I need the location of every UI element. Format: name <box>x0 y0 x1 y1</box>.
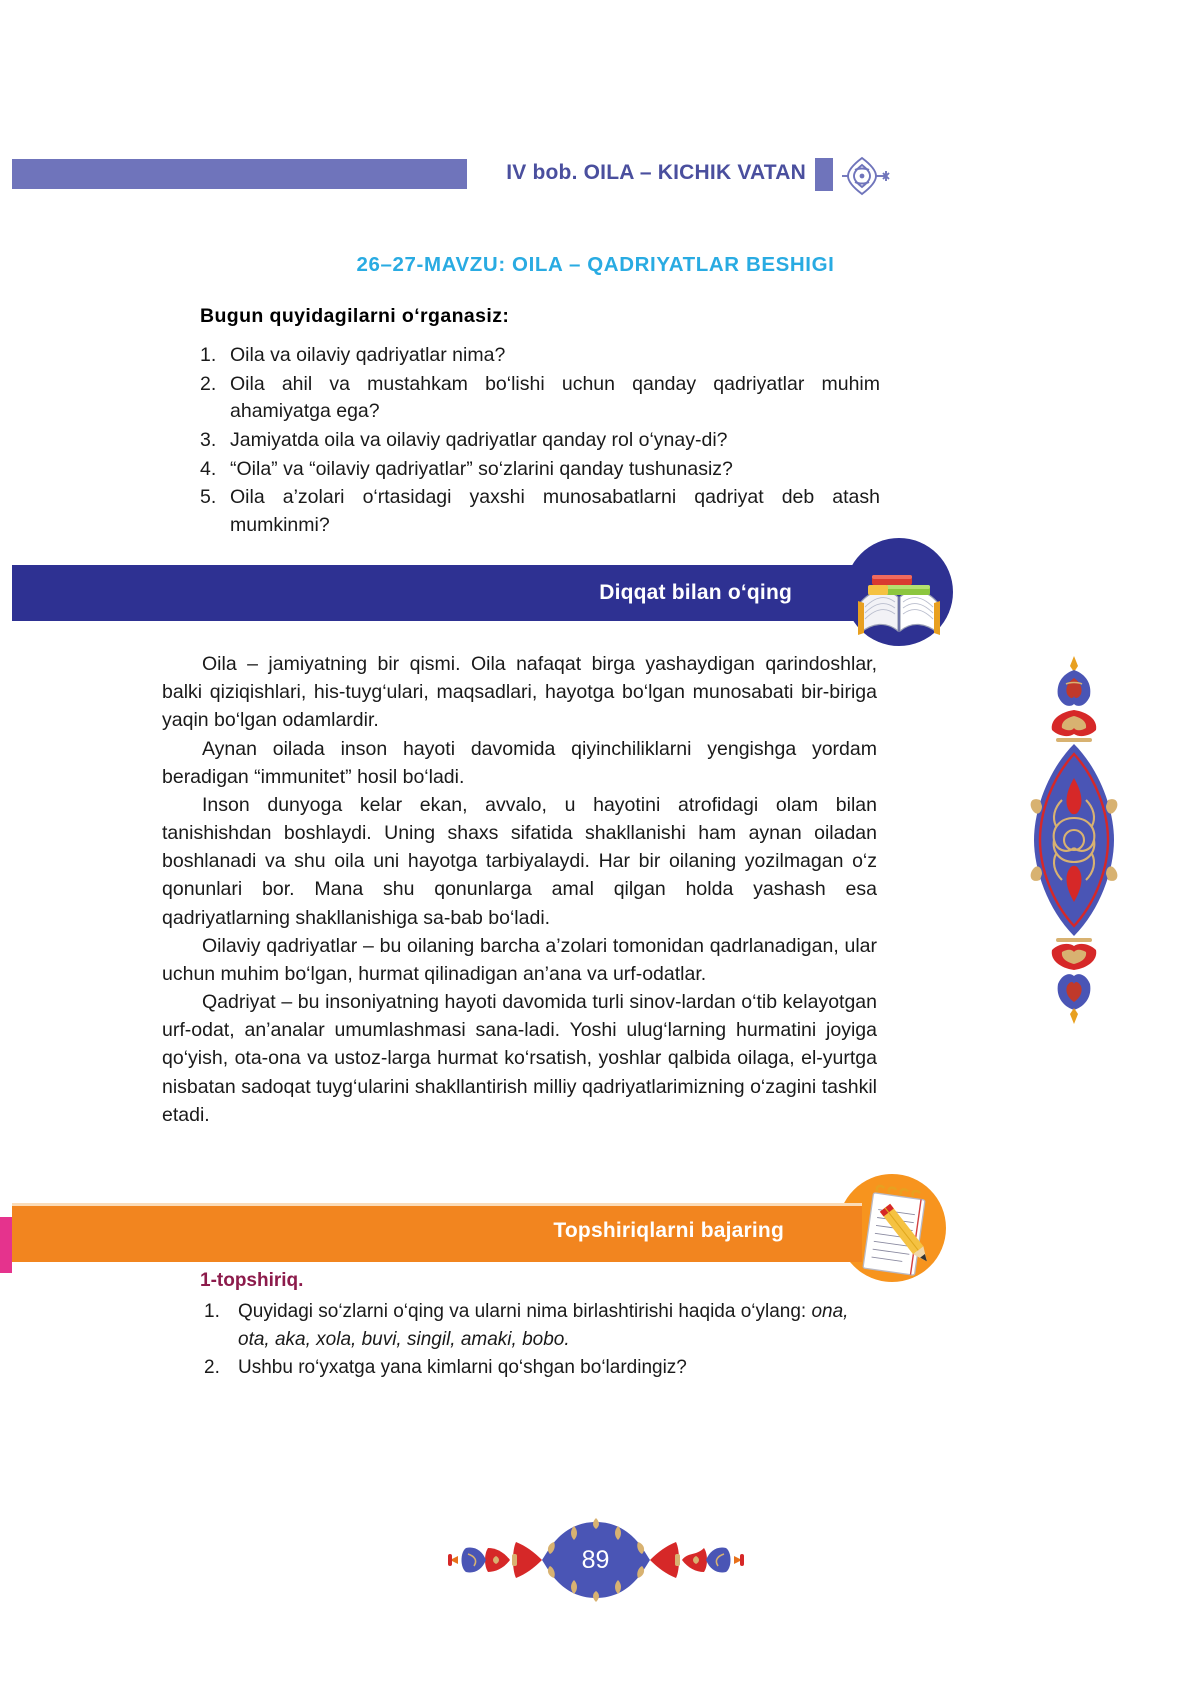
list-item-number: 2. <box>204 1357 220 1379</box>
chapter-title: IV bob. OILA – KICHIK VATAN <box>506 161 806 184</box>
task-block <box>200 1270 880 1383</box>
intro-block <box>200 305 880 541</box>
list-item-text: Ushbu ro‘yxatga yana kimlarni qo‘shgan bo‘lardingiz? <box>238 1357 687 1379</box>
banner-do-tasks <box>12 1203 862 1259</box>
list-item-text: Oila a’zolari o‘rtasidagi yaxshi munosabatlarni qadriyat deb atash mumkinmi? <box>230 486 880 537</box>
header-accent-bar <box>12 159 467 189</box>
list-item <box>200 1354 880 1382</box>
open-book-icon <box>852 545 946 639</box>
list-item <box>200 371 880 426</box>
banner-label: Topshiriqlarni bajaring <box>553 1219 784 1242</box>
list-item-number: 5. <box>200 486 217 509</box>
task-heading: 1-topshiriq. <box>200 1270 304 1291</box>
list-item-number: 3. <box>200 429 217 452</box>
list-item <box>200 456 880 484</box>
paragraph: Oilaviy qadriyatlar – bu oilaning barcha a’zolari tomonidan qadrlanadigan, ular uchun muhim bo‘lgan, hurmat qilinadigan an’ana va urf-odatlar. <box>162 934 877 985</box>
list-item-text: Quyidagi so‘zlarni o‘qing va ularni nima birlashtirishi haqida o‘ylang: <box>238 1301 812 1322</box>
page-number: 89 <box>581 1546 610 1574</box>
list-item-number: 4. <box>200 457 217 480</box>
task-item-list <box>200 1298 880 1382</box>
banner-read-carefully <box>12 565 862 621</box>
list-item-text: Oila ahil va mustahkam bo‘lishi uchun qanday qadriyatlar muhim ahamiyatga ega? <box>230 372 880 423</box>
list-item-emphasis: ona, ota, aka, xola, buvi, singil, amaki, bobo. <box>238 1301 849 1350</box>
topic-title: 26–27-MAVZU: OILA – QADRIYATLAR BESHIGI <box>356 253 835 276</box>
page-footer <box>0 1512 1191 1622</box>
paragraph: Qadriyat – bu insoniyatning hayoti davomida turli sinov-lardan o‘tib kelayotgan urf-odat, an’analar umumlashmasi sana-ladi. Yoshi ulug‘larning hurmatini joyiga qo‘yish, ota-ona va ustoz-larga hurmat ko‘rsatish, yoshlar qalbida oilaga, el-yurtga nisbatan sadoqat tuyg‘ularini shakllantirish milliy qadriyatlarimizning o‘zagini tashkil etadi. <box>162 991 877 1126</box>
paragraph: Inson dunyoga kelar ekan, avvalo, u hayotini atrofidagi olam bilan tanishishdan boshlaydi. Uning shaxs sifatida shakllanishi ham aynan oiladan boshlanadi va shu oila uni hayotga tarbiyalaydi. Har bir oilaning yozilmagan o‘z qonunlari bor. Mana shu qonunlarga amal qilgan holda yashash esa qadriyatlarning shakllanishiga sa-bab bo‘ladi. <box>162 793 877 929</box>
list-item <box>200 427 880 455</box>
list-item <box>200 342 880 370</box>
page-number-ornament-icon <box>436 1512 756 1608</box>
list-item-number: 1. <box>204 1301 220 1322</box>
list-item-text: “Oila” va “oilaviy qadriyatlar” so‘zlarini qanday tushunasiz? <box>230 457 733 480</box>
lesson-body-text <box>162 650 877 1129</box>
paragraph: Aynan oilada inson hayoti davomida qiyinchiliklarni yengishga yordam beradigan “immunitet” hosil bo‘ladi. <box>162 737 877 788</box>
list-item-number: 2. <box>200 372 217 395</box>
list-item-text: Jamiyatda oila va oilaviy qadriyatlar qanday rol o‘ynay-di? <box>230 429 728 452</box>
intro-question-list <box>200 342 880 540</box>
banner-label: Diqqat bilan o‘qing <box>599 581 792 604</box>
pink-accent-tab <box>0 1217 12 1273</box>
paragraph: Oila – jamiyatning bir qismi. Oila nafaqat birga yashaydigan qarindoshlar, balki qiziqishlari, his-tuyg‘ulari, maqsadlari, hayotga bo‘lgan munosabati bir-biriga yaqin bo‘lgan odamlardir. <box>162 653 877 732</box>
ornament-emblem-icon <box>836 154 898 198</box>
running-header <box>0 155 1191 195</box>
list-item-number: 1. <box>200 344 217 366</box>
intro-heading: Bugun quyidagilarni o‘rganasiz: <box>200 305 510 327</box>
list-item <box>200 1298 880 1353</box>
list-item <box>200 484 880 539</box>
vertical-oriental-ornament-icon <box>1028 650 1120 1030</box>
header-square-marker <box>815 158 833 191</box>
list-item-text: Oila va oilaviy qadriyatlar nima? <box>230 344 506 366</box>
